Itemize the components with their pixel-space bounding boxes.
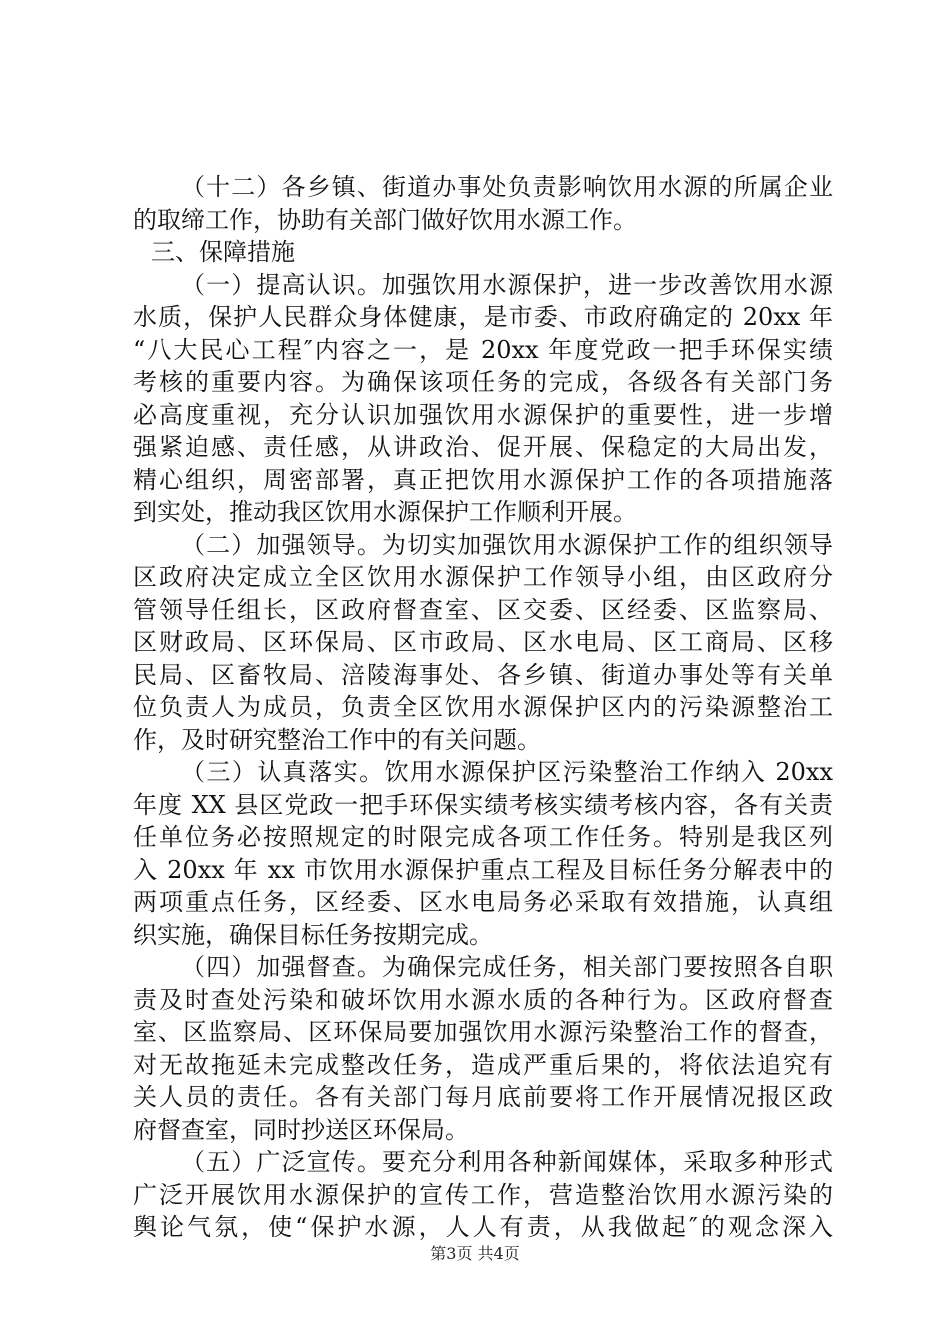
text-line: 舆论气氛，使“保护水源，人人有责，从我做起″的观念深入	[133, 1213, 833, 1241]
text-line: 的取缔工作，协助有关部门做好饮用水源工作。	[133, 205, 637, 234]
text-line: 区财政局、区环保局、区市政局、区水电局、区工商局、区移	[133, 628, 833, 656]
text-line: （一）提高认识。加强饮用水源保护，进一步改善饮用水源	[181, 270, 833, 299]
text-line: 入 20xx 年 xx 市饮用水源保护重点工程及目标任务分解表中的	[133, 855, 833, 884]
text-line: 作，及时研究整治工作中的有关问题。	[133, 725, 541, 754]
text-line: 民局、区畜牧局、涪陵海事处、各乡镇、街道办事处等有关单	[133, 660, 833, 689]
text-line: （五）广泛宣传。要充分利用各种新闻媒体，采取多种形式	[181, 1148, 833, 1176]
text-line: 精心组织，周密部署，真正把饮用水源保护工作的各项措施落	[133, 465, 833, 494]
text-line: 区政府决定成立全区饮用水源保护工作领导小组，由区政府分	[133, 563, 833, 591]
text-line: 年度 XX 县区党政一把手环保实绩考核实绩考核内容，各有关责	[133, 790, 833, 819]
text-line: （四）加强督查。为确保完成任务，相关部门要按照各自职	[181, 953, 833, 981]
text-line: 责及时查处污染和破坏饮用水源水质的各种行为。区政府督查	[133, 985, 833, 1014]
text-line: 管领导任组长，区政府督查室、区交委、区经委、区监察局、	[133, 595, 833, 624]
text-line: 考核的重要内容。为确保该项任务的完成，各级各有关部门务	[133, 368, 833, 396]
text-line: 位负责人为成员，负责全区饮用水源保护区内的污染源整治工	[133, 693, 833, 721]
text-line: 室、区监察局、区环保局要加强饮用水源污染整治工作的督查，	[133, 1018, 833, 1046]
text-line: 织实施，确保目标任务按期完成。	[133, 920, 493, 949]
text-line: 对无故拖延未完成整改任务，造成严重后果的，将依法追究有	[133, 1050, 833, 1079]
text-line: （三）认真落实。饮用水源保护区污染整治工作纳入 20xx	[181, 758, 833, 786]
text-line: 关人员的责任。各有关部门每月底前要将工作开展情况报区政	[133, 1083, 833, 1111]
section-heading: 三、保障措施	[151, 238, 295, 266]
text-line: 府督查室，同时抄送区环保局。	[133, 1115, 469, 1144]
document-body	[133, 171, 833, 1244]
text-line: 水质，保护人民群众身体健康，是市委、市政府确定的 20xx 年	[133, 303, 833, 331]
text-line: （十二）各乡镇、街道办事处负责影响饮用水源的所属企业	[181, 173, 833, 201]
text-line: 到实处，推动我区饮用水源保护工作顺利开展。	[133, 498, 637, 526]
text-line: 强紧迫感、责任感，从讲政治、促开展、保稳定的大局出发，	[133, 433, 833, 461]
page-number-footer: 第3页 共4页	[430, 1244, 520, 1263]
text-line: “八大民心工程″内容之一，是 20xx 年度党政一把手环保实绩	[133, 335, 833, 364]
text-line: 两项重点任务，区经委、区水电局务必采取有效措施，认真组	[133, 888, 833, 916]
text-line: 任单位务必按照规定的时限完成各项工作任务。特别是我区列	[133, 823, 833, 851]
text-line: 广泛开展饮用水源保护的宣传工作，营造整治饮用水源污染的	[133, 1180, 833, 1209]
text-line: （二）加强领导。为切实加强饮用水源保护工作的组织领导	[181, 530, 833, 559]
text-line: 必高度重视，充分认识加强饮用水源保护的重要性，进一步增	[133, 400, 833, 429]
